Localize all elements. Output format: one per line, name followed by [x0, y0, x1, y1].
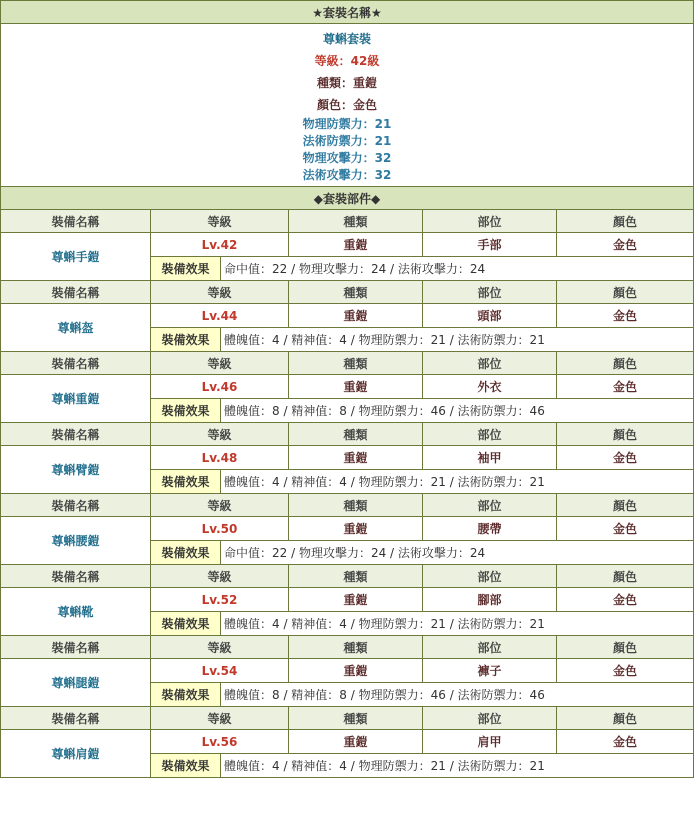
- set-magic-atk: 法術攻擊力：32: [302, 168, 392, 182]
- set-parts-header: ◆套裝部件◆: [1, 187, 694, 210]
- col-header-type: 種類: [289, 565, 423, 588]
- effect-value: 體魄值：4 / 精神值：4 / 物理防禦力：21 / 法術防禦力：21: [221, 754, 694, 778]
- effect-label: 裝備效果: [151, 683, 221, 707]
- col-header-color: 顏色: [557, 352, 694, 375]
- item-row: [1, 659, 694, 683]
- col-header-slot: 部位: [423, 565, 557, 588]
- col-header-slot: 部位: [423, 423, 557, 446]
- col-header-type: 種類: [289, 707, 423, 730]
- effect-label: 裝備效果: [151, 470, 221, 494]
- item-type: 重鎧: [289, 588, 423, 612]
- set-type: 種類：重鎧: [317, 76, 378, 90]
- item-color: 金色: [557, 375, 694, 399]
- col-header-type: 種類: [289, 210, 423, 233]
- column-header-row: [1, 423, 694, 446]
- item-level: Lv.50: [151, 517, 289, 541]
- effect-value: 體魄值：4 / 精神值：4 / 物理防禦力：21 / 法術防禦力：21: [221, 612, 694, 636]
- col-header-name: 裝備名稱: [1, 565, 151, 588]
- item-color: 金色: [557, 730, 694, 754]
- col-header-color: 顏色: [557, 494, 694, 517]
- col-header-name: 裝備名稱: [1, 210, 151, 233]
- item-color: 金色: [557, 659, 694, 683]
- column-header-row: [1, 707, 694, 730]
- col-header-level: 等級: [151, 707, 289, 730]
- item-name: 尊蝌盔: [1, 304, 151, 352]
- item-slot: 手部: [423, 233, 557, 257]
- item-level: Lv.42: [151, 233, 289, 257]
- column-header-row: [1, 352, 694, 375]
- item-color: 金色: [557, 233, 694, 257]
- col-header-level: 等級: [151, 636, 289, 659]
- item-type: 重鎧: [289, 659, 423, 683]
- set-name-header: ★套裝名稱★: [1, 1, 694, 24]
- effect-label: 裝備效果: [151, 754, 221, 778]
- col-header-level: 等級: [151, 281, 289, 304]
- item-type: 重鎧: [289, 375, 423, 399]
- col-header-color: 顏色: [557, 565, 694, 588]
- item-level: Lv.52: [151, 588, 289, 612]
- set-color: 顏色：金色: [317, 98, 378, 112]
- col-header-name: 裝備名稱: [1, 494, 151, 517]
- effect-label: 裝備效果: [151, 328, 221, 352]
- col-header-slot: 部位: [423, 352, 557, 375]
- col-header-type: 種類: [289, 281, 423, 304]
- col-header-color: 顏色: [557, 281, 694, 304]
- item-slot: 肩甲: [423, 730, 557, 754]
- col-header-level: 等級: [151, 423, 289, 446]
- effect-value: 體魄值：8 / 精神值：8 / 物理防禦力：46 / 法術防禦力：46: [221, 683, 694, 707]
- effect-label: 裝備效果: [151, 399, 221, 423]
- col-header-level: 等級: [151, 565, 289, 588]
- effect-value: 命中值：22 / 物理攻擊力：24 / 法術攻擊力：24: [221, 541, 694, 565]
- item-row: [1, 233, 694, 257]
- col-header-name: 裝備名稱: [1, 707, 151, 730]
- effect-label: 裝備效果: [151, 612, 221, 636]
- item-row: [1, 375, 694, 399]
- effect-label: 裝備效果: [151, 257, 221, 281]
- column-header-row: [1, 565, 694, 588]
- item-name: 尊蝌靴: [1, 588, 151, 636]
- effect-value: 體魄值：4 / 精神值：4 / 物理防禦力：21 / 法術防禦力：21: [221, 470, 694, 494]
- item-name: 尊蝌手鎧: [1, 233, 151, 281]
- col-header-name: 裝備名稱: [1, 423, 151, 446]
- item-name: 尊蝌肩鎧: [1, 730, 151, 778]
- col-header-type: 種類: [289, 352, 423, 375]
- col-header-slot: 部位: [423, 707, 557, 730]
- item-row: [1, 517, 694, 541]
- column-header-row: [1, 636, 694, 659]
- item-name: 尊蝌臂鎧: [1, 446, 151, 494]
- col-header-color: 顏色: [557, 210, 694, 233]
- item-type: 重鎧: [289, 517, 423, 541]
- column-header-row: [1, 281, 694, 304]
- item-slot: 腰帶: [423, 517, 557, 541]
- item-color: 金色: [557, 517, 694, 541]
- item-row: [1, 446, 694, 470]
- col-header-slot: 部位: [423, 210, 557, 233]
- item-level: Lv.48: [151, 446, 289, 470]
- effect-value: 命中值：22 / 物理攻擊力：24 / 法術攻擊力：24: [221, 257, 694, 281]
- item-name: 尊蝌重鎧: [1, 375, 151, 423]
- item-slot: 褲子: [423, 659, 557, 683]
- set-magic-def: 法術防禦力：21: [302, 134, 392, 148]
- item-level: Lv.44: [151, 304, 289, 328]
- set-phys-atk: 物理攻擊力：32: [302, 151, 392, 165]
- item-slot: 頭部: [423, 304, 557, 328]
- item-type: 重鎧: [289, 446, 423, 470]
- item-slot: 外衣: [423, 375, 557, 399]
- item-color: 金色: [557, 588, 694, 612]
- effect-value: 體魄值：4 / 精神值：4 / 物理防禦力：21 / 法術防禦力：21: [221, 328, 694, 352]
- item-type: 重鎧: [289, 730, 423, 754]
- column-header-row: [1, 210, 694, 233]
- col-header-level: 等級: [151, 352, 289, 375]
- col-header-color: 顏色: [557, 636, 694, 659]
- col-header-name: 裝備名稱: [1, 636, 151, 659]
- col-header-color: 顏色: [557, 707, 694, 730]
- col-header-color: 顏色: [557, 423, 694, 446]
- column-header-row: [1, 494, 694, 517]
- item-type: 重鎧: [289, 233, 423, 257]
- col-header-type: 種類: [289, 423, 423, 446]
- effect-label: 裝備效果: [151, 541, 221, 565]
- item-row: [1, 730, 694, 754]
- item-name: 尊蝌腰鎧: [1, 517, 151, 565]
- col-header-slot: 部位: [423, 636, 557, 659]
- col-header-type: 種類: [289, 636, 423, 659]
- set-name: 尊蝌套裝: [323, 32, 372, 46]
- set-phys-def: 物理防禦力：21: [302, 117, 392, 131]
- set-info-panel: [1, 24, 694, 187]
- item-slot: 袖甲: [423, 446, 557, 470]
- item-row: [1, 304, 694, 328]
- item-name: 尊蝌腿鎧: [1, 659, 151, 707]
- col-header-level: 等級: [151, 210, 289, 233]
- col-header-slot: 部位: [423, 281, 557, 304]
- item-slot: 腳部: [423, 588, 557, 612]
- item-level: Lv.54: [151, 659, 289, 683]
- item-row: [1, 588, 694, 612]
- col-header-type: 種類: [289, 494, 423, 517]
- item-type: 重鎧: [289, 304, 423, 328]
- col-header-name: 裝備名稱: [1, 281, 151, 304]
- item-level: Lv.56: [151, 730, 289, 754]
- item-color: 金色: [557, 304, 694, 328]
- col-header-level: 等級: [151, 494, 289, 517]
- col-header-slot: 部位: [423, 494, 557, 517]
- set-level: 等級：42級: [314, 54, 380, 68]
- item-color: 金色: [557, 446, 694, 470]
- effect-value: 體魄值：8 / 精神值：8 / 物理防禦力：46 / 法術防禦力：46: [221, 399, 694, 423]
- col-header-name: 裝備名稱: [1, 352, 151, 375]
- item-level: Lv.46: [151, 375, 289, 399]
